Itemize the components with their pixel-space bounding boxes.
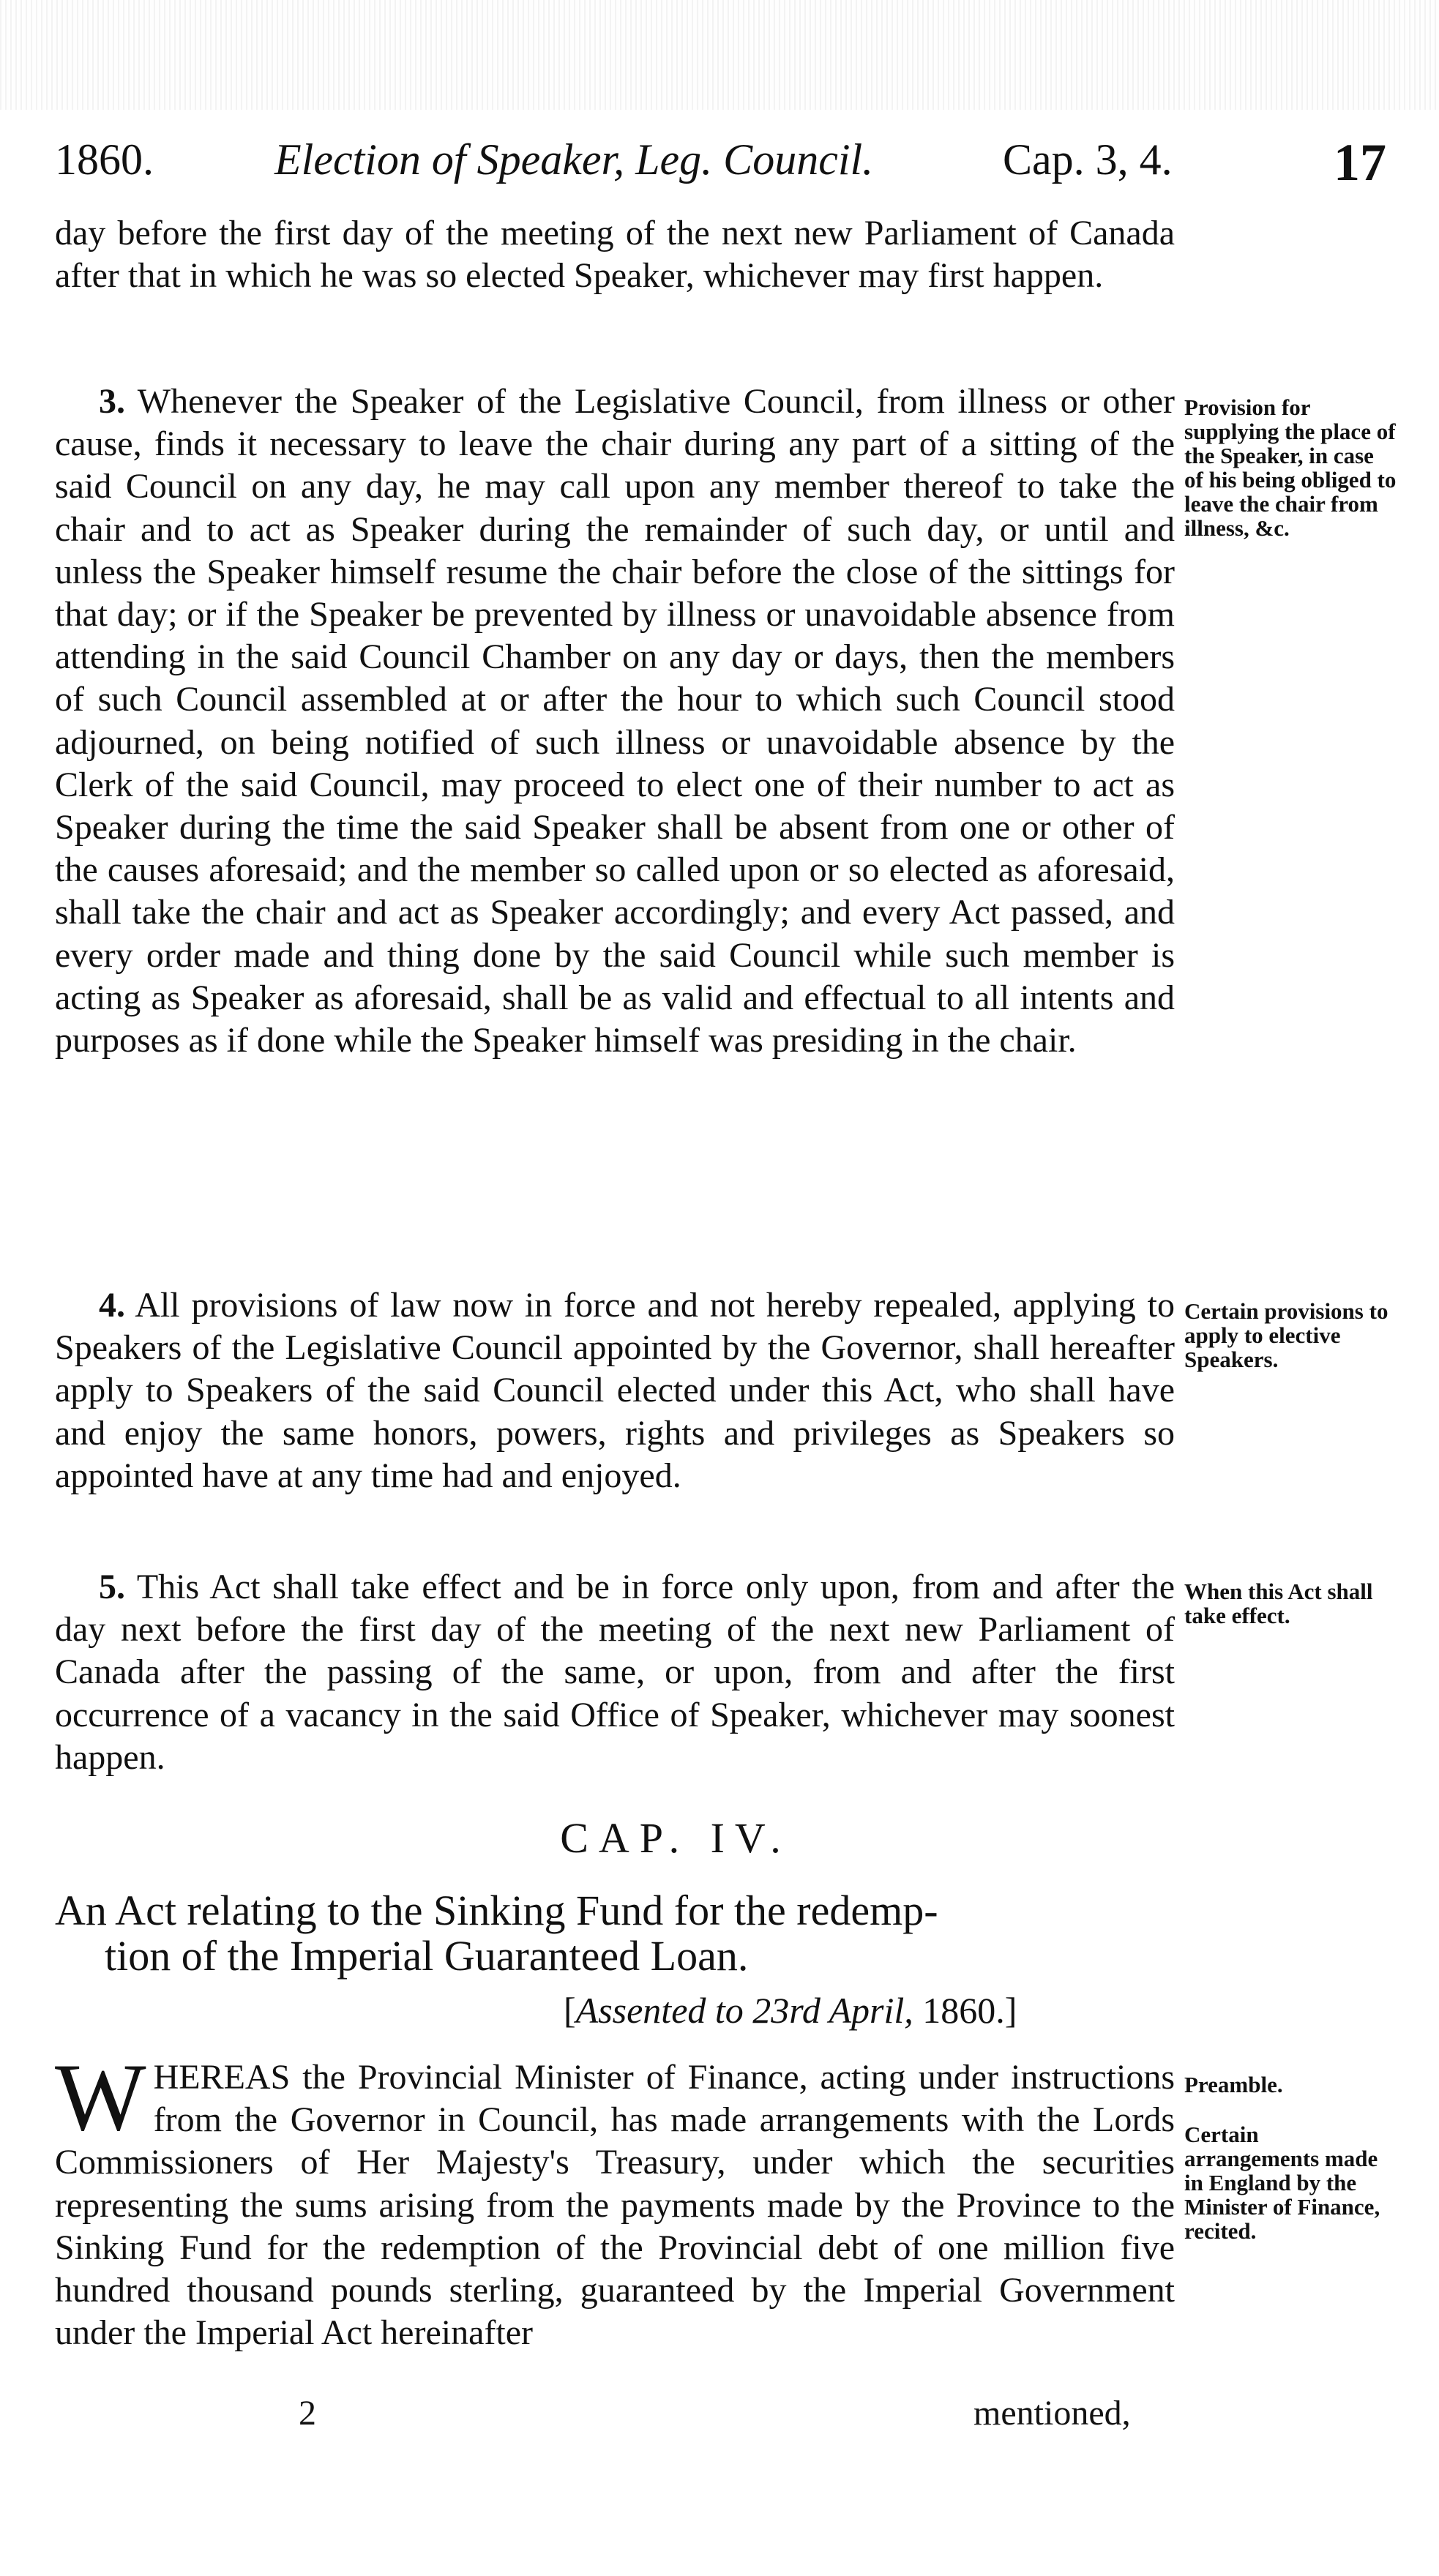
opening-paragraph: day before the first day of the meeting of the next new Parliament of Canada after that in which he was so elected Speaker, whichever may first happen. <box>55 214 1175 296</box>
section-number: 5. <box>99 1568 125 1606</box>
header-year: 1860. <box>55 135 154 184</box>
chapter-heading <box>0 1813 1439 1862</box>
section-text: All provisions of law now in force and not hereby repealed, applying to Speakers of the Legislative Council appointed by the Governor, shall hereafter apply to Speakers of the said Council elected under this Act, who shall have and enjoy the same honors, powers, rights and privileges as Speakers so appointed have at any time had and enjoyed. <box>55 1286 1175 1495</box>
section-5 <box>55 1566 1175 1779</box>
act-title-line-2: tion of the Imperial Guaranteed Loan. <box>105 1932 749 1980</box>
page-number: 17 <box>1334 133 1386 192</box>
catchword: mentioned, <box>973 2394 1131 2433</box>
section-4 <box>55 1284 1175 1497</box>
margin-note-preamble: Preamble. <box>1184 2072 1283 2097</box>
margin-note-section-5: When this Act shall take effect. <box>1184 1579 1373 1628</box>
margin-note-section-3: Provision for supplying the place of the Speaker, in case of his being obliged to leave the chair from illness, &c. <box>1184 394 1397 541</box>
assent-year: 1860. <box>922 1990 1005 2031</box>
preamble-paragraph <box>55 2043 1175 2354</box>
section-3 <box>55 381 1175 1062</box>
section-number: 3. <box>99 382 125 421</box>
act-title <box>55 1888 1182 1979</box>
running-header <box>0 130 1439 196</box>
assent-line: [Assented to 23rd April, 1860.] <box>564 1990 1017 2031</box>
margin-note-arrangements: Certain arrangements made in England by the Minister of Finance, recited. <box>1184 2122 1380 2244</box>
preamble-text: HEREAS the Provincial Minister of Finance, acting under instructions from the Governor in Council, has made arrangements with the Lords Commissioners of Her Majesty's Treasury, under which the securities representing the sums arising from the payments made by the Province to the Sinking Fund for the redemption of the Provincial debt of one million five hundred thousand pounds sterling, guaranteed by the Imperial Government under the Imperial Act hereinafter <box>55 2058 1175 2353</box>
drop-cap: W <box>55 2043 146 2151</box>
header-chapter: Cap. 3, 4. <box>1003 135 1173 184</box>
section-text: Whenever the Speaker of the Legislative Council, from illness or other cause, finds it necessary to leave the chair during any part of a sitting of the said Council on any day, he may call upon any member thereof to take the chair and to act as Speaker during the remainder of such day, or until and unless the Speaker himself resume the chair before the close of the sittings for that day; or if the Speaker be prevented by illness or unavoidable absence from attending in the said Council Chamber on any day or days, then the members of such Council assembled at or after the hour to which such Council stood adjourned, on being notified of such illness or unavoidable absence by the Clerk of the said Council, may proceed to elect one of their number to act as Speaker during the time the said Speaker shall be absent from one or other of the causes aforesaid; and the member so called upon or so elected as aforesaid, shall take the chair and act as Speaker accordingly; and every Act passed, and every order made and thing done by the said Council while such member is acting as Speaker as aforesaid, shall be as valid and effectual to all intents and purposes as if done while the Speaker himself was presiding in the chair. <box>55 382 1175 1060</box>
act-title-line-1: An Act relating to the Sinking Fund for the redemp- <box>55 1887 938 1934</box>
signature-mark: 2 <box>299 2394 316 2433</box>
page-top-edge <box>0 0 1439 110</box>
section-text: This Act shall take effect and be in force only upon, from and after the day next before the first day of the meeting of the next new Parliament of Canada after the passing of the same, or upon, from and after the first occurrence of a vacancy in the said Office of Speaker, whichever may soonest happen. <box>55 1568 1175 1777</box>
assent-date: Assented to 23rd April, <box>575 1990 913 2031</box>
chapter-heading-text: CAP. IV. <box>560 1814 791 1862</box>
margin-note-section-4: Certain provisions to apply to elective Speakers. <box>1184 1298 1388 1372</box>
section-number: 4. <box>99 1286 125 1325</box>
header-title: Election of Speaker, Leg. Council. <box>274 135 874 184</box>
